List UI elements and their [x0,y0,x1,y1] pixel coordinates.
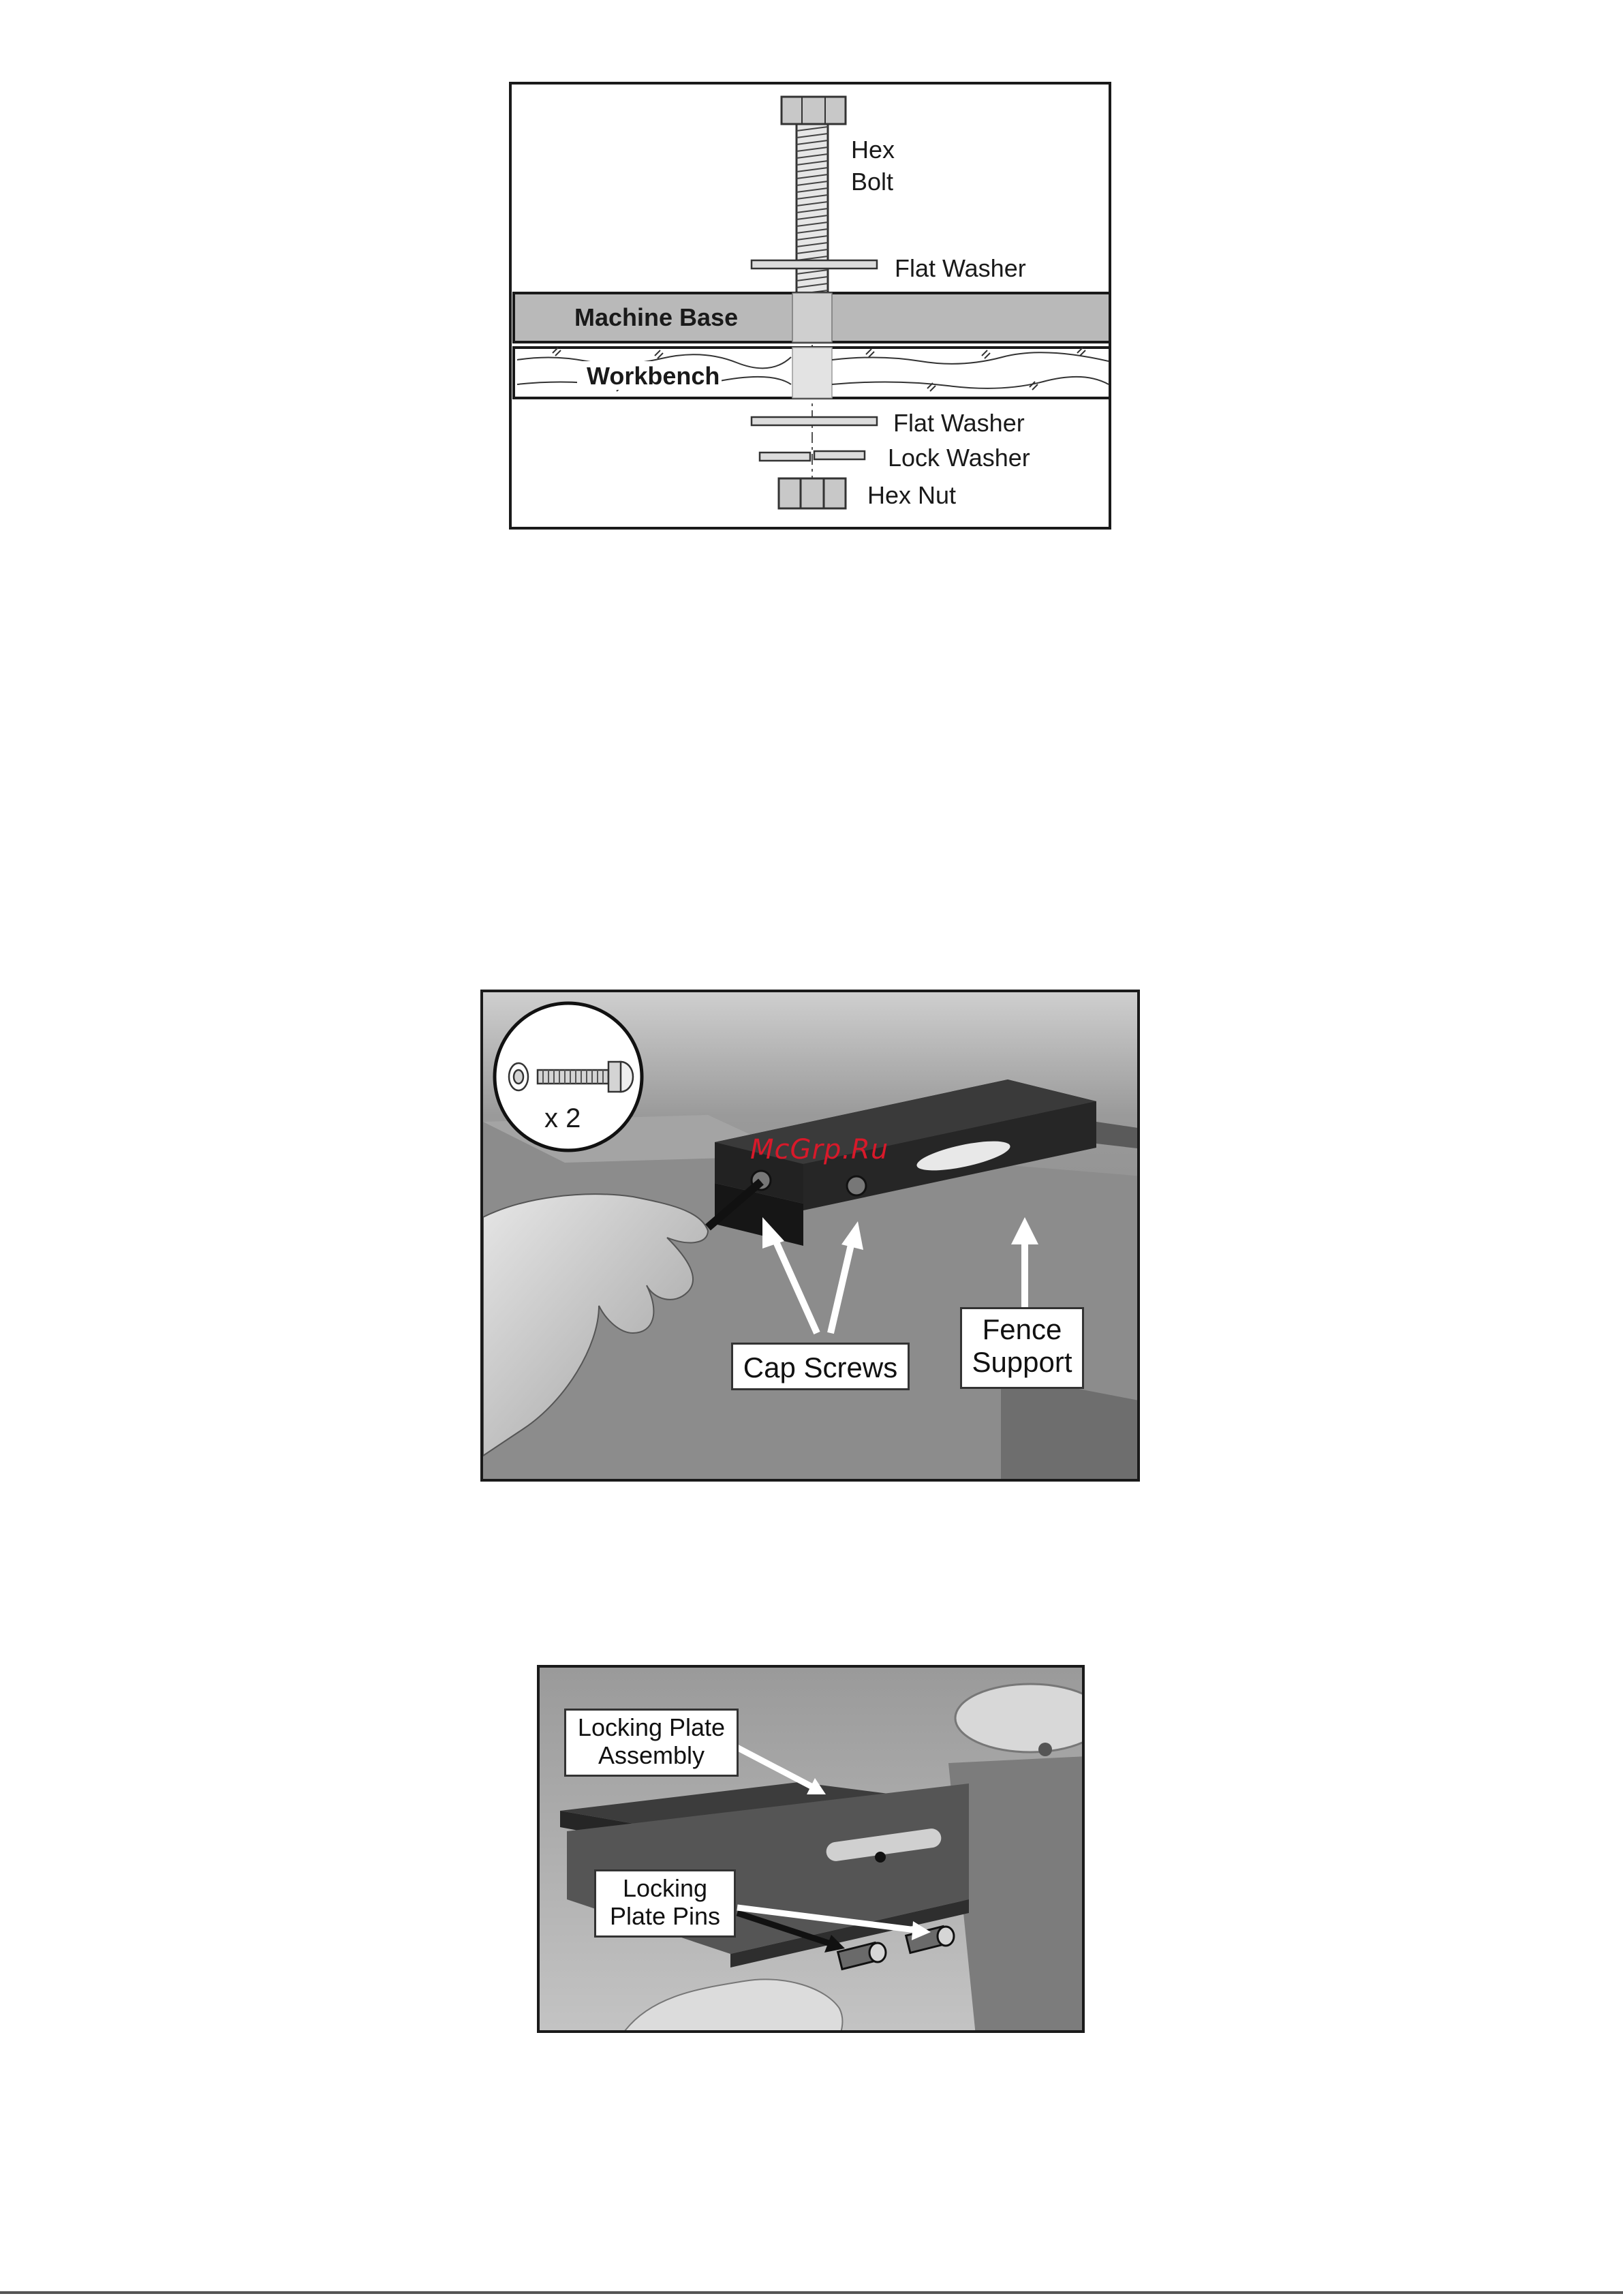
hex-nut [779,478,846,508]
page-bottom-rule [0,2291,1623,2294]
flat-washer-upper-graphic [752,260,877,269]
flat-washer-bottom-label: Flat Washer [893,409,1025,437]
locking-plate-assembly-label-1: Locking Plate [577,1713,726,1741]
sanding-disc [955,1684,1085,1752]
locking-plate-pins-label-2: Plate Pins [609,1902,721,1931]
cap-screws-label: Cap Screws [743,1351,898,1383]
machine-base-label: Machine Base [574,303,739,331]
fence-support-label-2: Support [972,1346,1072,1379]
locking-plate-photo [537,1665,1085,2033]
hex-bolt-head [782,97,846,124]
watermark-text: McGrp.Ru [750,1134,889,1165]
locking-plate-assembly-callout [564,1709,739,1777]
locking-plate-assembly-label-2: Assembly [598,1741,705,1770]
cap-screws-callout [731,1343,910,1390]
flat-washer-top-label: Flat Washer [895,254,1026,282]
fence-support-photo-svg [483,992,1140,1482]
mounting-hardware-diagram [509,82,1111,530]
inset-quantity: x 2 [544,1103,581,1133]
mounting-diagram-svg [512,85,1111,530]
locking-plate-pins-label-1: Locking [622,1874,708,1902]
flat-washer-lower [752,417,877,425]
hex-bolt-label: Hex [851,136,895,164]
screw-quantity-inset [495,1003,642,1150]
workbench-label: Workbench [587,362,720,390]
fence-support-callout [960,1307,1084,1389]
hex-bolt-label-2: Bolt [851,168,894,196]
fence-support-photo [480,990,1140,1482]
lock-washer-label: Lock Washer [888,444,1030,472]
cap-screw-right [847,1176,866,1195]
hex-nut-label: Hex Nut [867,481,957,509]
locking-plate-pins-callout [594,1869,736,1938]
fence-support-label-1: Fence [982,1313,1062,1345]
